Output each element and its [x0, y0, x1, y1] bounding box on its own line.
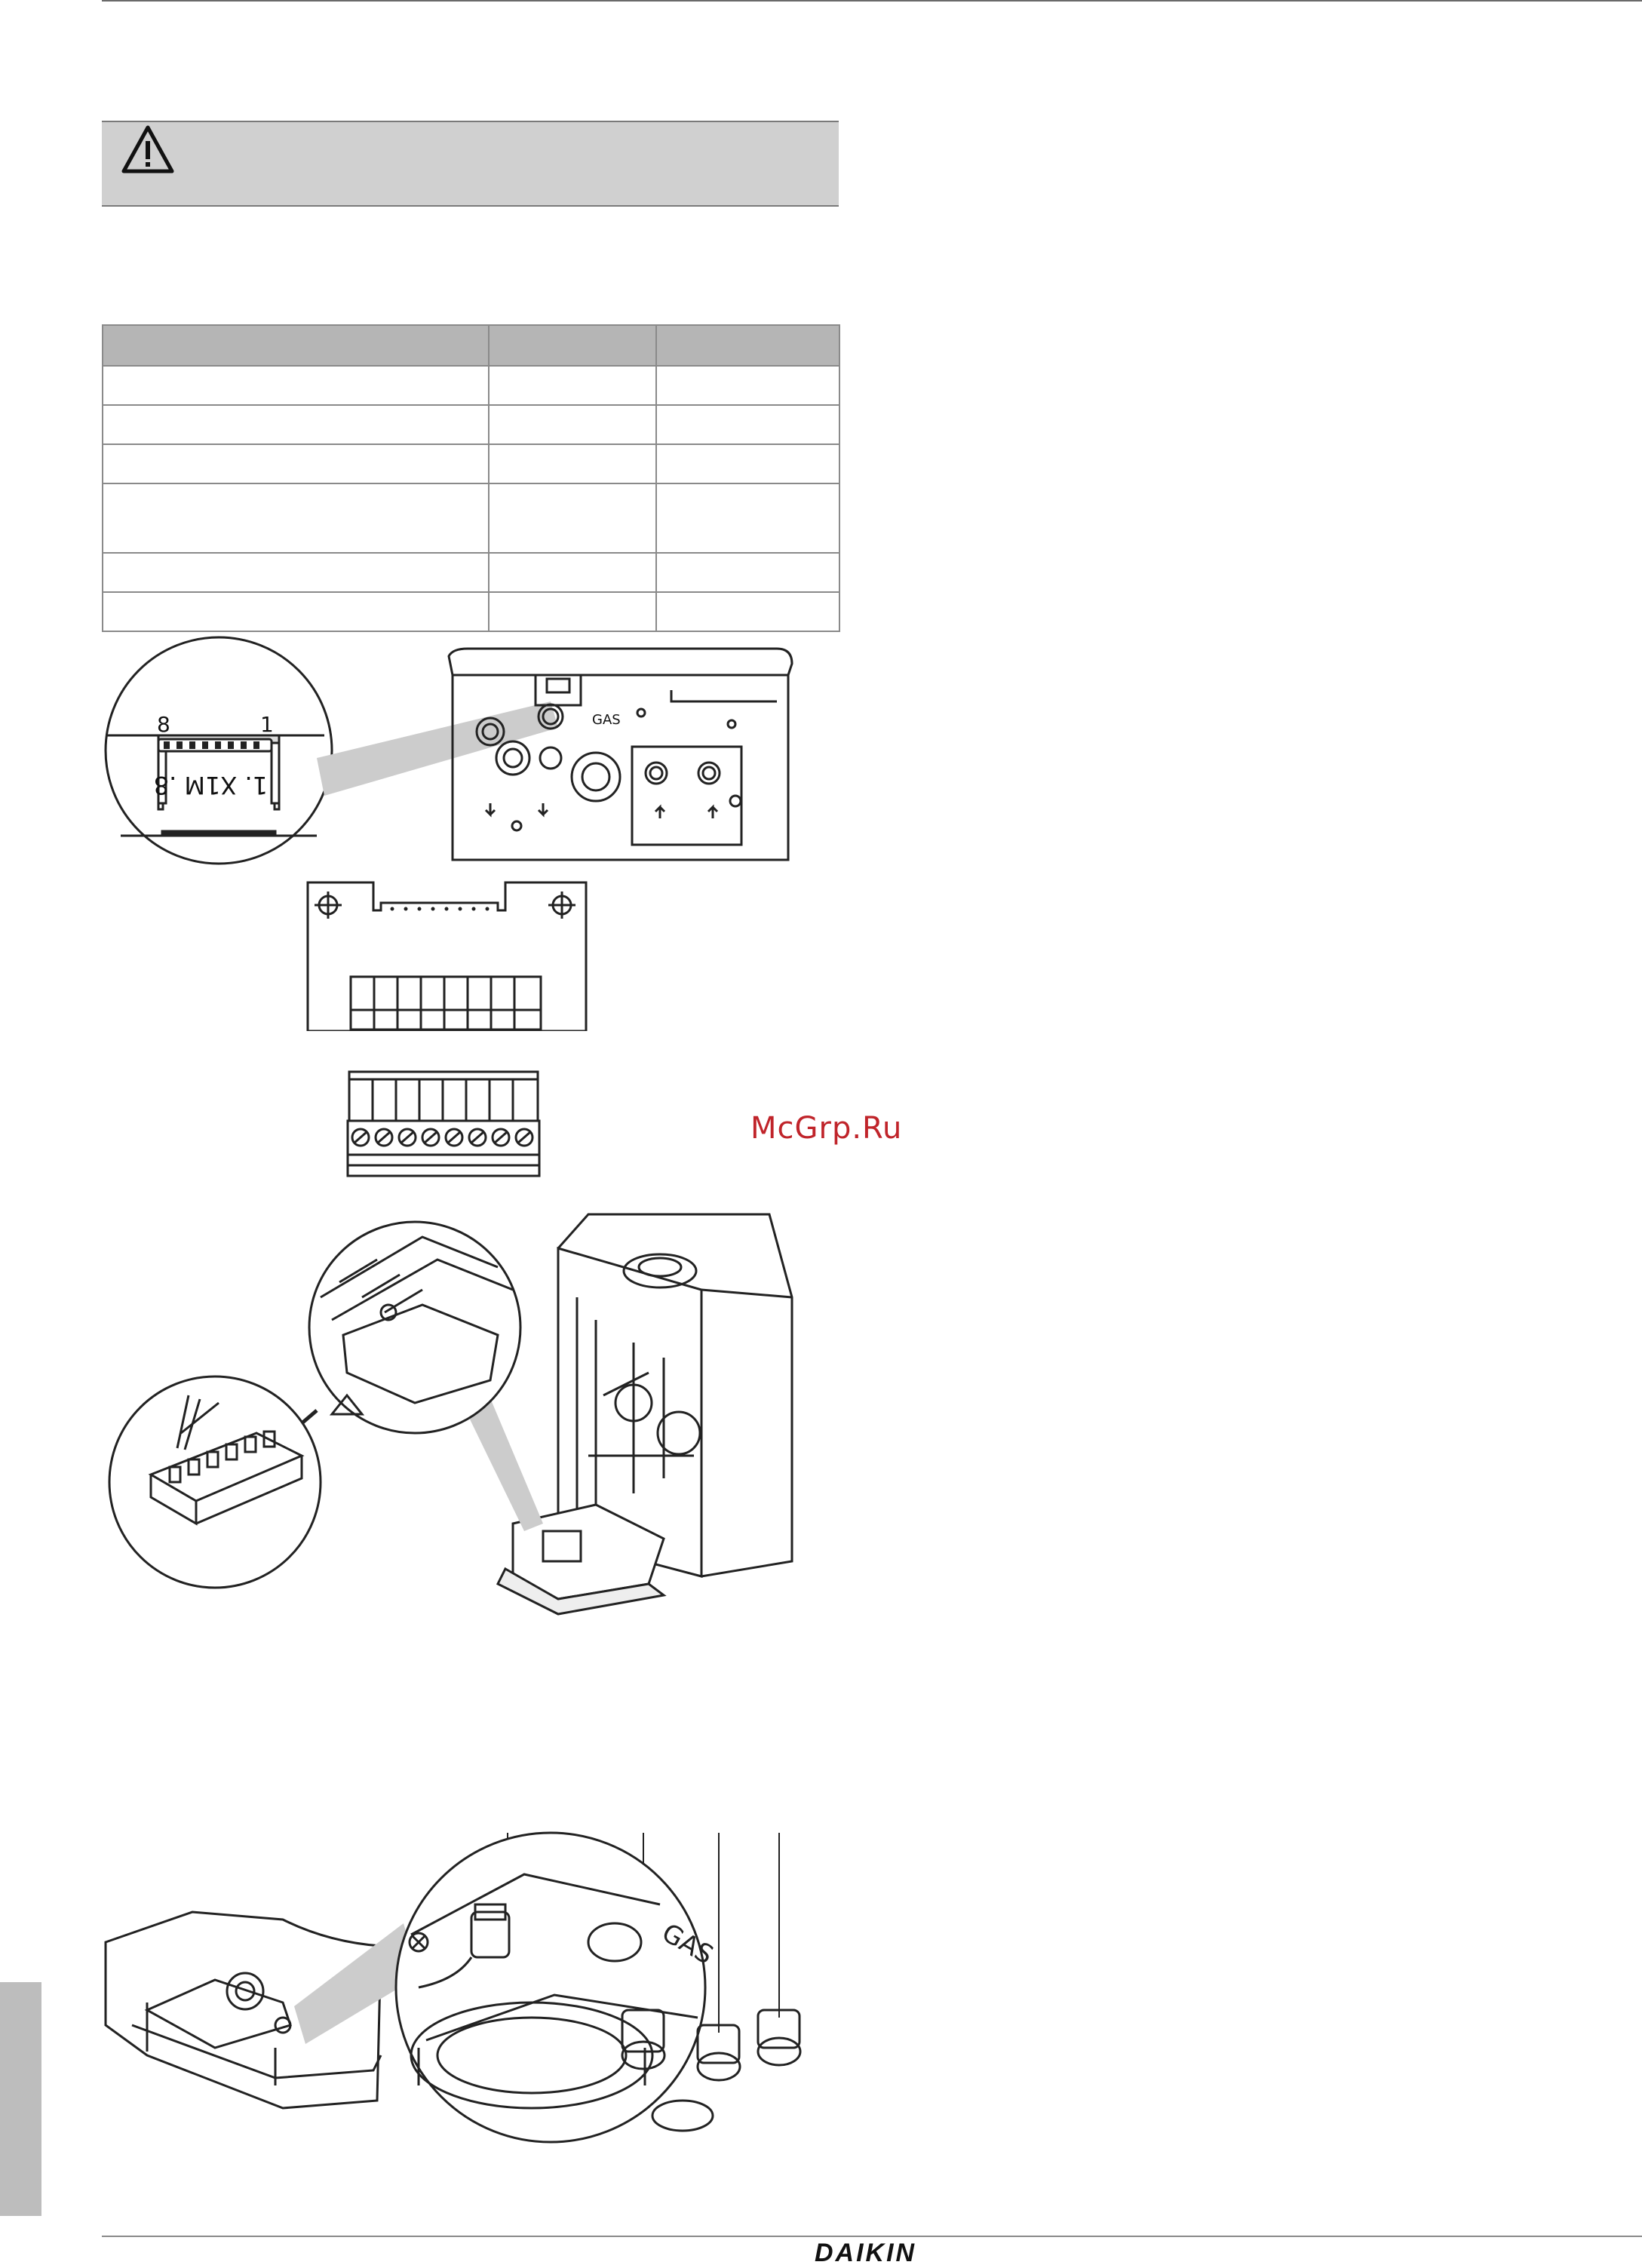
table-row — [103, 483, 839, 553]
warning-box — [102, 121, 839, 207]
table-row — [103, 592, 839, 631]
warning-triangle-icon — [121, 124, 175, 174]
spec-table — [102, 324, 840, 632]
gas-label-zoom: GAS — [656, 1917, 719, 1971]
figure-connector-board — [305, 880, 588, 1031]
table-header-row — [103, 325, 839, 366]
connector-label: 1. X1M .8 — [153, 771, 268, 799]
pin-low-label: 1 — [260, 712, 274, 737]
side-tab — [0, 1982, 41, 2216]
figure-cable-glands — [102, 1829, 837, 2146]
pin-high-label: 8 — [157, 712, 170, 737]
figure-boiler-open-control-box — [106, 1207, 800, 1618]
brand-logo: DAIKIN — [815, 2239, 917, 2267]
bottom-rule — [102, 2236, 1642, 2237]
table-row — [103, 553, 839, 592]
figure-terminal-block — [345, 1070, 542, 1183]
gas-label: GAS — [592, 712, 621, 728]
watermark: McGrp.Ru — [750, 1111, 903, 1146]
figure-boiler-connector-location — [98, 634, 837, 867]
table-row — [103, 366, 839, 405]
table-row — [103, 405, 839, 444]
table-row — [103, 444, 839, 483]
top-rule — [102, 0, 1642, 2]
